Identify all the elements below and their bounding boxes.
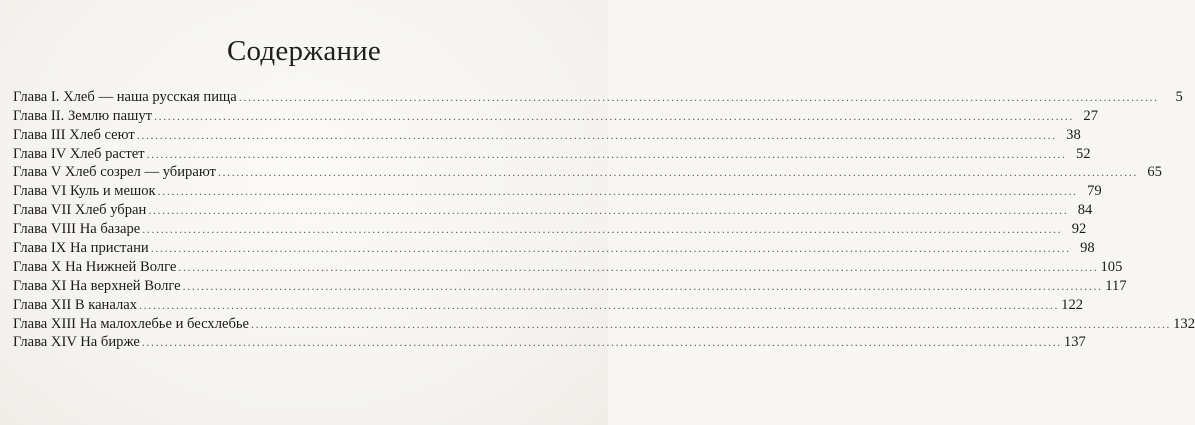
table-of-contents — [13, 87, 1195, 351]
toc-entry-label: Глава III Хлеб сеют — [13, 126, 135, 143]
toc-entry-label: Глава II. Землю пашут — [13, 107, 152, 124]
toc-entry-page: 84 — [1077, 202, 1093, 219]
toc-entry — [13, 125, 1081, 144]
toc-entry-label: Глава I. Хлеб — наша русская пища — [13, 88, 237, 105]
toc-entry-page: 132 — [1173, 315, 1195, 332]
toc-entry — [13, 257, 1123, 276]
toc-entry-page: 5 — [1175, 88, 1183, 105]
toc-entry-page: 117 — [1105, 277, 1127, 294]
toc-dot-leader: ........................................................................................................................................................................................................ — [148, 203, 1069, 218]
toc-entry — [13, 163, 1162, 182]
toc-entry-label: Глава IX На пристани — [13, 240, 149, 257]
toc-entry-page: 52 — [1075, 145, 1091, 162]
toc-entry — [13, 106, 1098, 125]
toc-entry-page: 122 — [1061, 296, 1084, 313]
toc-entry-label: Глава XIII На малохлебье и бесхлебье — [13, 315, 250, 332]
toc-entry-label: Глава XII В каналах — [13, 296, 138, 313]
toc-entry-label: Глава X На Нижней Волге — [13, 258, 177, 275]
toc-dot-leader: ........................................................................................................................................................................................................ — [136, 127, 1057, 142]
toc-dot-leader: ........................................................................................................................................................................................................ — [217, 165, 1138, 180]
toc-entry-page: 137 — [1063, 334, 1086, 351]
toc-entry-label: Глава VIII На базаре — [13, 221, 141, 238]
toc-entry-page: 27 — [1083, 107, 1098, 124]
toc-entry — [13, 144, 1091, 163]
toc-entry — [13, 276, 1127, 295]
toc-dot-leader: ........................................................................................................................................................................................................ — [154, 108, 1074, 123]
toc-entry-label: Глава VI Куль и мешок — [13, 183, 156, 200]
toc-entry-page: 65 — [1147, 164, 1162, 181]
toc-dot-leader: ........................................................................................................................................................................................................ — [146, 146, 1067, 161]
toc-entry — [13, 200, 1093, 219]
toc-dot-leader: ........................................................................................................................................................................................................ — [182, 278, 1103, 293]
toc-entry — [13, 333, 1086, 352]
toc-dot-leader: ........................................................................................................................................................................................................ — [141, 335, 1062, 350]
page-title: Содержание — [227, 35, 381, 67]
toc-entry — [13, 238, 1095, 257]
toc-entry — [13, 181, 1102, 200]
toc-entry-page: 105 — [1100, 258, 1123, 275]
toc-entry — [13, 314, 1195, 333]
toc-dot-leader: ........................................................................................................................................................................................................ — [178, 259, 1099, 274]
toc-entry-page: 98 — [1080, 240, 1095, 257]
toc-entry-label: Глава XIV На бирже — [13, 334, 140, 351]
toc-dot-leader: ........................................................................................................................................................................................................ — [139, 297, 1060, 312]
toc-dot-leader: ........................................................................................................................................................................................................ — [157, 184, 1078, 199]
toc-dot-leader: ........................................................................................................................................................................................................ — [150, 241, 1071, 256]
toc-entry-page: 92 — [1071, 221, 1087, 238]
toc-entry — [13, 87, 1183, 106]
toc-entry-label: Глава V Хлеб созрел — убирают — [13, 164, 216, 181]
toc-entry-page: 79 — [1087, 183, 1102, 200]
toc-dot-leader: ........................................................................................................................................................................................................ — [251, 316, 1172, 331]
toc-entry-page: 38 — [1066, 126, 1081, 143]
toc-entry-label: Глава XI На верхней Волге — [13, 277, 181, 294]
toc-dot-leader: ........................................................................................................................................................................................................ — [238, 89, 1159, 104]
toc-dot-leader: ........................................................................................................................................................................................................ — [142, 222, 1063, 237]
toc-entry-label: Глава VII Хлеб убран — [13, 202, 147, 219]
toc-entry — [13, 295, 1084, 314]
toc-entry-label: Глава IV Хлеб растет — [13, 145, 145, 162]
toc-entry — [13, 219, 1087, 238]
